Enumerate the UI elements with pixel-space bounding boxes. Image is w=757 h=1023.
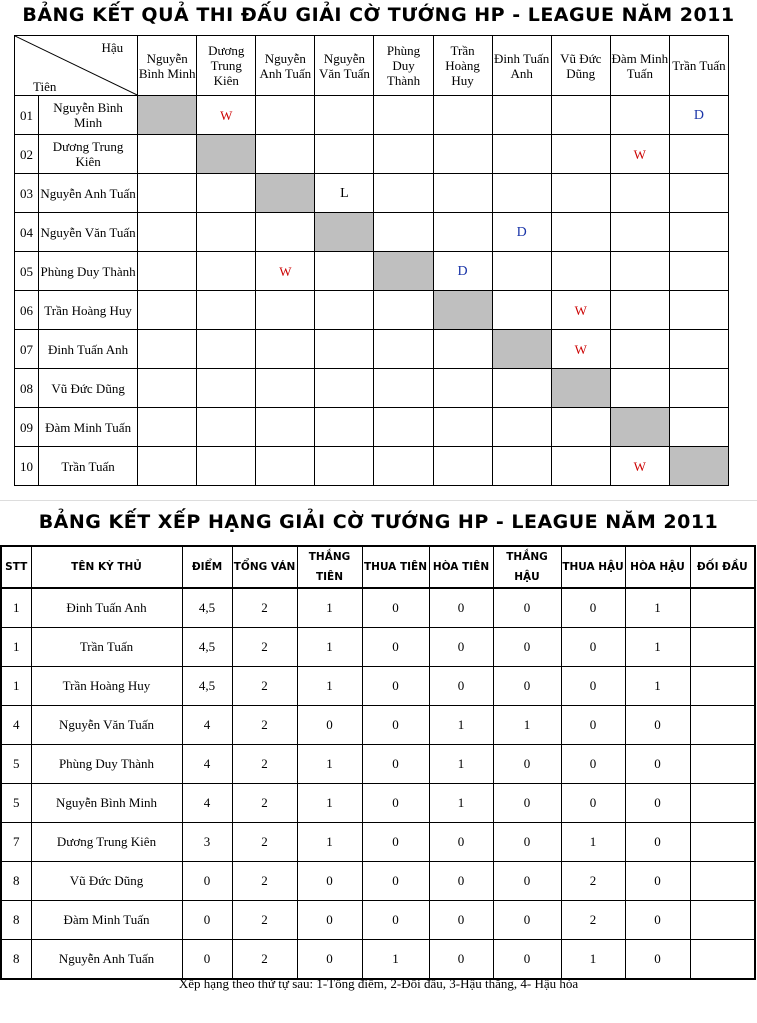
ranking-col-header: ĐIỂM [182,546,232,588]
result-cell [669,213,728,252]
result-mark: W [574,302,587,318]
ranking-cell: 2 [232,901,297,940]
ranking-cell: 0 [429,862,493,901]
ranking-cell: 0 [625,862,690,901]
ranking-cell: 2 [232,823,297,862]
row-number: 05 [15,252,39,291]
result-cell [256,96,315,135]
matrix-col-header: Phùng Duy Thành [374,36,433,96]
ranking-col-header: THUA HẬU [561,546,625,588]
ranking-cell: 8 [1,901,31,940]
ranking-cell: 0 [561,706,625,745]
result-cell [610,174,669,213]
ranking-cell: Nguyễn Bình Minh [31,784,182,823]
row-number: 09 [15,408,39,447]
result-cell [197,447,256,486]
row-number: 02 [15,135,39,174]
ranking-cell: 0 [297,940,362,980]
diagonal-cell [374,252,433,291]
result-cell [669,96,728,135]
ranking-row [1,706,755,745]
ranking-cell: 0 [493,745,561,784]
matrix-row [15,369,729,408]
row-player-name: Nguyễn Văn Tuấn [39,213,138,252]
result-cell [610,213,669,252]
diagonal-cell [669,447,728,486]
matrix-col-header: Dương Trung Kiên [197,36,256,96]
ranking-cell: 0 [182,901,232,940]
ranking-cell: 1 [561,823,625,862]
matrix-col-header: Trần Tuấn [669,36,728,96]
ranking-cell: 0 [625,940,690,980]
result-cell [492,135,551,174]
result-cell [669,252,728,291]
ranking-cell: 7 [1,823,31,862]
ranking-cell: 0 [561,588,625,628]
row-number: 04 [15,213,39,252]
ranking-cell: 1 [493,706,561,745]
result-cell [138,213,197,252]
ranking-cell: 2 [232,745,297,784]
matrix-row [15,291,729,330]
ranking-cell: 1 [625,628,690,667]
result-cell [551,330,610,369]
ranking-cell: 0 [362,823,429,862]
result-cell [374,291,433,330]
ranking-row [1,588,755,628]
result-cell [197,213,256,252]
matrix-row [15,96,729,135]
ranking-cell: 1 [429,745,493,784]
row-player-name: Trần Hoàng Huy [39,291,138,330]
ranking-cell: 0 [625,901,690,940]
result-cell [610,330,669,369]
result-cell [315,174,374,213]
diagonal-cell [138,96,197,135]
corner-label-red: Tiên [33,79,57,94]
ranking-cell [690,706,755,745]
ranking-cell: 0 [625,706,690,745]
diagonal-cell [492,330,551,369]
result-cell [374,408,433,447]
ranking-cell: Dương Trung Kiên [31,823,182,862]
result-cell [315,96,374,135]
ranking-cell [690,745,755,784]
ranking-cell: 0 [297,706,362,745]
result-cell [551,291,610,330]
result-cell [256,291,315,330]
ranking-row [1,940,755,980]
result-mark: D [516,225,527,240]
result-cell [610,96,669,135]
matrix-row [15,213,729,252]
ranking-cell: Trần Hoàng Huy [31,667,182,706]
ranking-cell: 1 [1,667,31,706]
ranking-cell [690,862,755,901]
ranking-body [1,588,755,979]
ranking-cell: 4,5 [182,588,232,628]
ranking-cell: 0 [561,745,625,784]
ranking-cell: 0 [625,784,690,823]
result-mark: L [340,186,349,201]
ranking-cell: 1 [297,823,362,862]
ranking-cell: 2 [561,901,625,940]
ranking-cell [690,628,755,667]
result-cell [197,369,256,408]
result-mark: W [633,458,646,474]
result-cell [492,369,551,408]
matrix-col-header: Nguyễn Anh Tuấn [256,36,315,96]
result-cell [610,252,669,291]
row-number: 08 [15,369,39,408]
ranking-cell: 1 [297,784,362,823]
result-cell [374,330,433,369]
ranking-table [0,545,756,980]
result-cell [492,291,551,330]
matrix-row [15,330,729,369]
ranking-cell: 1 [429,784,493,823]
result-cell [551,174,610,213]
result-cell [669,291,728,330]
result-cell [492,447,551,486]
result-mark: W [574,341,587,357]
result-cell [610,291,669,330]
matrix-body [15,96,729,486]
result-cell [610,135,669,174]
result-cell [433,447,492,486]
ranking-cell: 4,5 [182,667,232,706]
ranking-cell: 0 [429,901,493,940]
result-cell [138,408,197,447]
result-cell [492,408,551,447]
result-cell [669,135,728,174]
result-cell [669,408,728,447]
ranking-cell: 0 [362,667,429,706]
diagonal-cell [256,174,315,213]
diagonal-cell [433,291,492,330]
result-cell [256,330,315,369]
ranking-cell: 0 [429,823,493,862]
ranking-cell: 4 [1,706,31,745]
row-number: 07 [15,330,39,369]
ranking-footnote: Xếp hạng theo thứ tự sau: 1-Tổng điểm, 2-Đối đầu, 3-Hậu thắng, 4- Hậu hòa [178,976,579,991]
ranking-cell: 0 [362,784,429,823]
matrix-col-header: Trần Hoàng Huy [433,36,492,96]
ranking-cell [690,588,755,628]
result-cell [551,96,610,135]
matrix-corner-cell [15,36,138,96]
ranking-cell: 1 [362,940,429,980]
ranking-cell: 0 [493,862,561,901]
ranking-col-header: THUA TIÊN [362,546,429,588]
result-cell [551,135,610,174]
matrix-row [15,174,729,213]
result-mark: W [633,146,646,162]
section-divider [0,500,757,501]
ranking-cell: 2 [232,588,297,628]
ranking-cell: 5 [1,784,31,823]
ranking-cell: 0 [297,862,362,901]
ranking-cell: 2 [232,940,297,980]
ranking-cell: 0 [429,667,493,706]
result-cell [551,213,610,252]
ranking-cell: 8 [1,940,31,980]
ranking-col-header: HÒA HẬU [625,546,690,588]
ranking-cell: 5 [1,745,31,784]
ranking-cell: 0 [493,588,561,628]
result-cell [374,174,433,213]
ranking-cell: 4 [182,745,232,784]
matrix-row [15,135,729,174]
corner-label-black: Hậu [101,40,124,55]
matrix-row [15,408,729,447]
ranking-cell: 0 [493,784,561,823]
ranking-cell: 0 [493,628,561,667]
result-cell [374,447,433,486]
ranking-cell: 4 [182,784,232,823]
row-number: 01 [15,96,39,135]
ranking-cell: 0 [182,940,232,980]
result-cell [138,174,197,213]
ranking-cell: 0 [493,901,561,940]
ranking-header-row [1,546,755,588]
row-player-name: Vũ Đức Dũng [39,369,138,408]
result-mark: D [693,108,704,123]
ranking-cell: 3 [182,823,232,862]
ranking-row [1,667,755,706]
ranking-cell: 0 [297,901,362,940]
ranking-col-header: TÊN KỲ THỦ [31,546,182,588]
result-cell [433,369,492,408]
result-mark: W [279,263,292,279]
result-cell [315,369,374,408]
matrix-row [15,447,729,486]
ranking-cell: Đinh Tuấn Anh [31,588,182,628]
ranking-cell: 1 [429,706,493,745]
ranking-row [1,745,755,784]
result-cell [315,408,374,447]
ranking-col-header: STT [1,546,31,588]
ranking-row [1,628,755,667]
result-cell [551,252,610,291]
ranking-cell: 1 [297,667,362,706]
result-cell [315,330,374,369]
ranking-col-header: THẮNG TIÊN [297,546,362,588]
result-cell [315,447,374,486]
ranking-cell: 2 [232,667,297,706]
ranking-cell: 4 [182,706,232,745]
diagonal-cell [315,213,374,252]
result-cell [315,135,374,174]
ranking-cell: 2 [232,706,297,745]
result-cell [433,252,492,291]
result-cell [551,408,610,447]
row-number: 06 [15,291,39,330]
result-cell [433,330,492,369]
matrix-header-row [15,36,729,96]
result-cell [197,408,256,447]
diagonal-cell [610,408,669,447]
ranking-cell: Vũ Đức Dũng [31,862,182,901]
ranking-row [1,862,755,901]
row-player-name: Dương Trung Kiên [39,135,138,174]
result-cell [197,252,256,291]
result-cell [669,330,728,369]
result-cell [138,291,197,330]
result-cell [433,408,492,447]
ranking-cell: 1 [625,667,690,706]
result-cell [256,135,315,174]
result-cell [492,252,551,291]
result-cell [669,174,728,213]
result-cell [256,408,315,447]
result-cell [256,369,315,408]
ranking-cell: 4,5 [182,628,232,667]
ranking-cell [690,667,755,706]
matrix-col-header: Đàm Minh Tuấn [610,36,669,96]
row-player-name: Đàm Minh Tuấn [39,408,138,447]
ranking-cell: 0 [561,667,625,706]
result-cell [492,213,551,252]
ranking-cell: 0 [429,628,493,667]
row-player-name: Nguyễn Bình Minh [39,96,138,135]
result-cell [197,291,256,330]
result-cell [138,369,197,408]
ranking-cell: 0 [362,628,429,667]
ranking-cell: 1 [1,628,31,667]
result-cell [256,447,315,486]
result-cell [138,330,197,369]
matrix-col-header: Nguyễn Văn Tuấn [315,36,374,96]
ranking-cell: 8 [1,862,31,901]
ranking-cell: 0 [362,901,429,940]
ranking-cell: 2 [232,862,297,901]
result-cell [492,174,551,213]
row-player-name: Trần Tuấn [39,447,138,486]
matrix-title: BẢNG KẾT QUẢ THI ĐẤU GIẢI CỜ TƯỚNG HP - LEAGUE NĂM 2011 [22,4,735,26]
ranking-cell: 2 [232,784,297,823]
ranking-cell: Nguyễn Văn Tuấn [31,706,182,745]
result-cell [374,135,433,174]
ranking-cell: 2 [561,862,625,901]
result-cell [492,96,551,135]
diagonal-cell [551,369,610,408]
ranking-cell: 0 [493,940,561,980]
row-player-name: Phùng Duy Thành [39,252,138,291]
ranking-cell: 0 [625,745,690,784]
ranking-cell [690,901,755,940]
results-matrix-table [14,35,729,486]
diagonal-cell [197,135,256,174]
ranking-col-header: HÒA TIÊN [429,546,493,588]
ranking-cell: Nguyễn Anh Tuấn [31,940,182,980]
result-cell [669,369,728,408]
ranking-cell: 0 [429,940,493,980]
result-cell [138,447,197,486]
result-cell [197,174,256,213]
ranking-title: BẢNG KẾT XẾP HẠNG GIẢI CỜ TƯỚNG HP - LEAGUE NĂM 2011 [38,511,719,533]
ranking-cell: 0 [561,628,625,667]
result-cell [374,96,433,135]
ranking-cell: 0 [493,823,561,862]
ranking-cell: 0 [362,862,429,901]
ranking-cell: 0 [625,823,690,862]
result-cell [315,252,374,291]
result-cell [197,96,256,135]
ranking-cell [690,823,755,862]
ranking-cell: 2 [232,628,297,667]
ranking-cell [690,784,755,823]
result-cell [610,447,669,486]
row-player-name: Nguyễn Anh Tuấn [39,174,138,213]
matrix-col-header: Đinh Tuấn Anh [492,36,551,96]
result-cell [256,213,315,252]
result-cell [315,291,374,330]
result-cell [433,174,492,213]
ranking-row [1,784,755,823]
ranking-cell: 0 [561,784,625,823]
ranking-cell: 0 [362,588,429,628]
ranking-row [1,901,755,940]
ranking-cell: Phùng Duy Thành [31,745,182,784]
result-cell [433,96,492,135]
result-mark: D [457,264,468,279]
matrix-col-header: Vũ Đức Dũng [551,36,610,96]
ranking-cell: 1 [1,588,31,628]
ranking-cell: 0 [429,588,493,628]
result-cell [433,135,492,174]
ranking-col-header: TỔNG VÁN [232,546,297,588]
row-number: 03 [15,174,39,213]
ranking-cell: Đàm Minh Tuấn [31,901,182,940]
ranking-cell: 0 [362,745,429,784]
result-cell [197,330,256,369]
ranking-cell: 1 [561,940,625,980]
ranking-cell: Trần Tuấn [31,628,182,667]
ranking-cell: 1 [297,628,362,667]
ranking-cell: 0 [362,706,429,745]
result-cell [138,135,197,174]
result-cell [433,213,492,252]
result-cell [138,252,197,291]
row-player-name: Đinh Tuấn Anh [39,330,138,369]
matrix-row [15,252,729,291]
matrix-col-header: Nguyễn Bình Minh [138,36,197,96]
result-cell [374,213,433,252]
ranking-cell [690,940,755,980]
ranking-cell: 1 [625,588,690,628]
result-cell [610,369,669,408]
ranking-col-header: THẮNG HẬU [493,546,561,588]
ranking-col-header: ĐỐI ĐẦU [690,546,755,588]
ranking-cell: 1 [297,745,362,784]
row-number: 10 [15,447,39,486]
result-cell [256,252,315,291]
result-cell [374,369,433,408]
ranking-cell: 1 [297,588,362,628]
ranking-row [1,823,755,862]
result-mark: W [220,107,233,123]
ranking-cell: 0 [182,862,232,901]
ranking-cell: 0 [493,667,561,706]
result-cell [551,447,610,486]
